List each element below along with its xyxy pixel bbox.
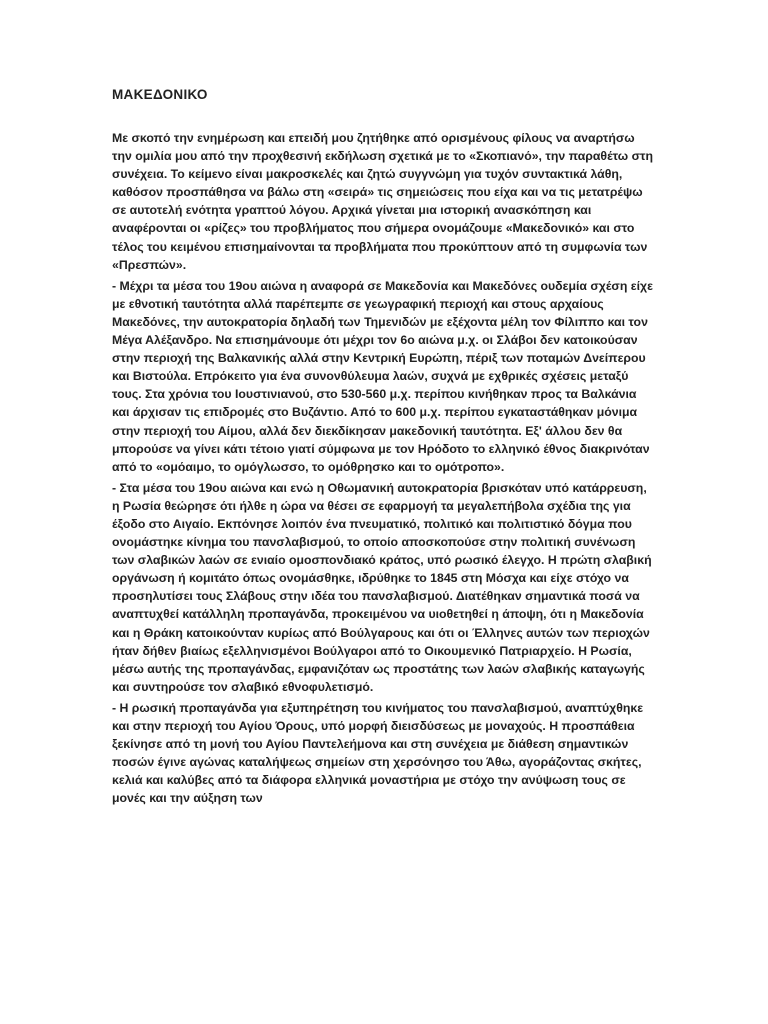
document-page [112,86,657,810]
paragraph-macedonia-history: - Μέχρι τα μέσα του 19ου αιώνα η αναφορά σε Μακεδονία και Μακεδόνες ουδεμία σχέση είχε με εθνοτική ταυτότητα αλλά παρέπεμπε σε γεωγραφική περιοχή και στους αρχαίους Μακεδόνες, την αυτοκρατορία δηλαδή των Τημενιδών με εξέχοντα μέλη τον Φίλιππο και τον Μέγα Αλέξανδρο. Να επισημάνουμε ότι μέχρι τον 6ο αιώνα μ.χ. οι Σλάβοι δεν κατοικούσαν στην περιοχή της Βαλκανικής αλλά στην Κεντρική Ευρώπη, πέριξ των ποταμών Δνείπερου και Βιστούλα. Επρόκειτο για ένα συνονθύλευμα λαών, συχνά με εχθρικές σχέσεις μεταξύ τους. Στα χρόνια του Ιουστινιανού, στο 530-560 μ.χ. περίπου κινήθηκαν προς τα Βαλκάνια και άρχισαν τις επιδρομές στο Βυζάντιο. Από το 600 μ.χ. περίπου εγκαταστάθηκαν μόνιμα στην περιοχή του Αίμου, αλλά δεν διεκδίκησαν μακεδονική ταυτότητα. Εξ' άλλου δεν θα μπορούσε να γίνει κάτι τέτοιο γιατί σύμφωνα με τον Ηρόδοτο το ελληνικό έθνος διακρινόταν από το «ομόαιμο, το ομόγλωσσο, το ομόθρησκο και το ομότροπο». [112,278,653,474]
paragraph-panslavism: - Στα μέσα του 19ου αιώνα και ενώ η Οθωμανική αυτοκρατορία βρισκόταν υπό κατάρρευση, η Ρωσία θεώρησε ότι ήλθε η ώρα να θέσει σε εφαρμογή τα μεγαλεπήβολα σχέδια της για έξοδο στο Αιγαίο. Εκπόνησε λοιπόν ένα πνευματικό, πολιτικό και πολιτιστικό δόγμα που ονομάστηκε κίνημα του πανσλαβισμού, το οποίο αποσκοπούσε στην πολιτική συνένωση των σλαβικών λαών σε ενιαίο ομοσπονδιακό κράτος, υπό ρωσικό έλεγχο. Η πρώτη σλαβική οργάνωση ή κομιτάτο όπως ονομάσθηκε, ιδρύθηκε το 1845 στη Μόσχα και είχε στόχο να προσηλυτίσει τους Σλάβους στην ιδέα του πανσλαβισμού. Διατέθηκαν σημαντικά ποσά να αναπτυχθεί κατάλληλη προπαγάνδα, προκειμένου να υιοθετηθεί η άποψη, ότι η Μακεδονία και η Θράκη κατοικούνταν κυρίως από Βούλγαρους και ότι οι Έλληνες αυτών των περιοχών ήταν δήθεν βιαίως εξελληνισμένοι Βούλγαροι από το Οικουμενικό Πατριαρχείο. Η Ρωσία, μέσω αυτής της προπαγάνδας, εμφανιζόταν ως προστάτης των λαών σλαβικής καταγωγής και συντηρούσε τον σλαβικό εθνοφυλετισμό. [112,480,652,694]
document-title: ΜΑΚΕΔΟΝΙΚΟ [112,87,208,102]
paragraph-mount-athos: - Η ρωσική προπαγάνδα για εξυπηρέτηση του κινήματος του πανσλαβισμού, αναπτύχθηκε και στην περιοχή του Αγίου Όρους, υπό μορφή διεισδύσεως με μοναχούς. Η προσπάθεια ξεκίνησε από τη μονή του Αγίου Παντελεήμονα και στη συνέχεια με διάθεση σημαντικών ποσών έγινε αγώνας καταλήψεως σημείων στη χερσόνησο του Άθω, αγοράζοντας σκήτες, κελιά και καλύβες από τα διάφορα ελληνικά μοναστήρια με στόχο την ανύψωση τους σε μονές και την αύξηση των [112,700,644,806]
paragraph-intro: Με σκοπό την ενημέρωση και επειδή μου ζητήθηκε από ορισμένους φίλους να αναρτήσω την ομιλία μου από την προχθεσινή εκδήλωση σχετικά με το «Σκοπιανό», την παραθέτω στη συνέχεια. Το κείμενο είναι μακροσκελές και ζητώ συγγνώμη για τυχόν συντακτικά λάθη, καθόσον προσπάθησα να βάλω στη «σειρά» τις σημειώσεις που είχα και να τις μετατρέψω σε αυτοτελή ενότητα γραπτού λόγου. Αρχικά γίνεται μια ιστορική ανασκόπηση και αναφέρονται οι «ρίζες» του προβλήματος που σήμερα ονομάζουμε «Μακεδονικό» και στο τέλος του κειμένου επισημαίνονται τα προβλήματα που προκύπτουν από τη συμφωνία των «Πρεσπών». [112,131,653,272]
